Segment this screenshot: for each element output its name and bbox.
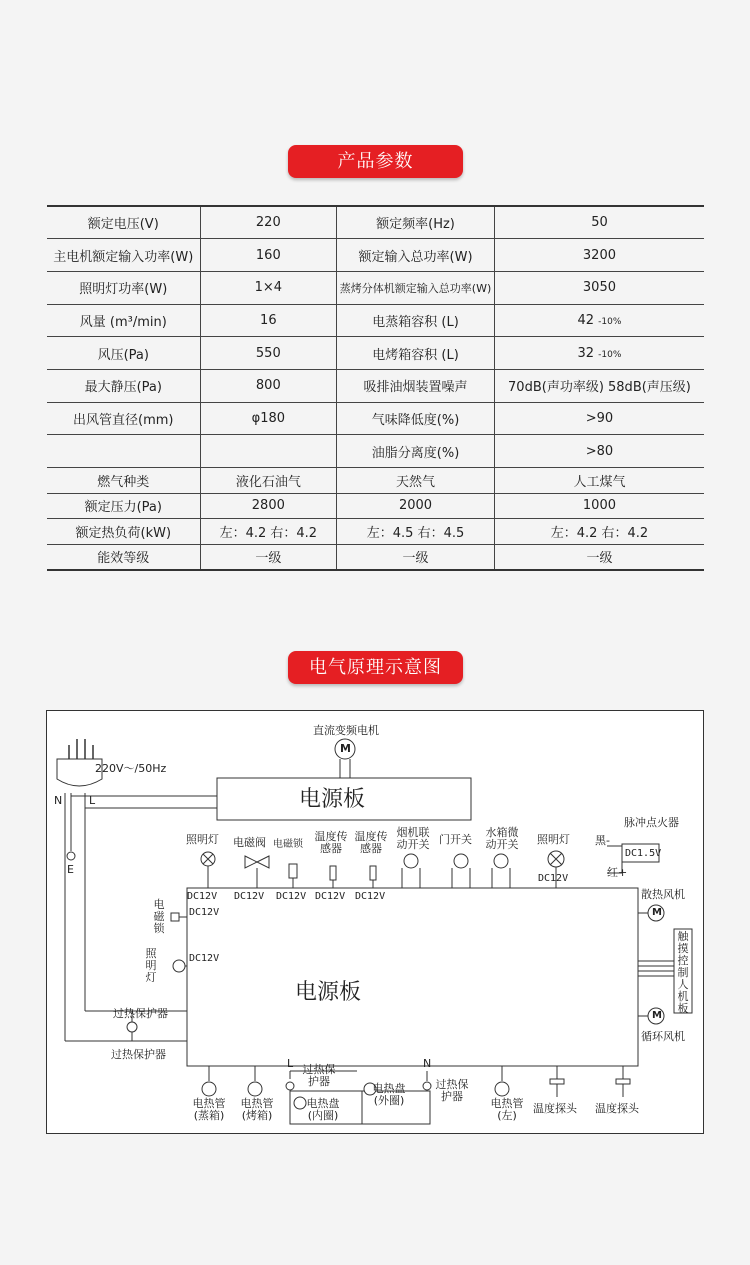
table-row — [47, 544, 704, 570]
wire-black-label: 黑- — [595, 834, 610, 847]
table-row — [47, 402, 704, 435]
param-label: 风压(Pa) — [47, 337, 200, 370]
plug-l-label: L — [89, 794, 96, 807]
electrical-diagram — [46, 710, 704, 1134]
param-value: >90 — [494, 402, 704, 435]
param-value: 3050 — [494, 271, 704, 304]
touch-panel-label: 触摸控制人机板 — [677, 930, 689, 1015]
table-row — [47, 435, 704, 468]
bottom-protector-2-label: 过热保护器 — [435, 1078, 469, 1103]
table-row — [47, 206, 704, 239]
param-value: 2800 — [200, 493, 337, 519]
table-row — [47, 271, 704, 304]
plug-n-label: N — [54, 794, 63, 807]
param-value: 220 — [200, 206, 337, 239]
power-board-top-title: 电源板 — [299, 787, 366, 812]
table-row — [47, 468, 704, 494]
left-heater-label: 电热管(左) — [490, 1097, 524, 1122]
param-label: 吸排油烟装置噪声 — [337, 369, 495, 402]
steam-heater-label: 电热管(蒸箱) — [192, 1097, 226, 1122]
wire-red-label: 红+ — [607, 866, 628, 879]
table-row — [47, 337, 704, 370]
param-label: 电烤箱容积 (L) — [337, 337, 495, 370]
param-label: 燃气种类 — [47, 468, 200, 494]
table-row — [47, 239, 704, 272]
param-value: 800 — [200, 369, 337, 402]
plug-voltage: 220V～/50Hz — [95, 762, 167, 775]
oven-heater-label: 电热管(烤箱) — [240, 1097, 274, 1122]
motor-m-icon: M — [340, 742, 351, 755]
motor-label: 直流变频电机 — [313, 724, 379, 737]
param-value: >80 — [494, 435, 704, 468]
param-label: 额定热负荷(kW) — [47, 519, 200, 545]
top-valve-label: 电磁阀 — [233, 836, 266, 849]
table-row — [47, 304, 704, 337]
param-label: 电蒸箱容积 (L) — [337, 304, 495, 337]
diagram-section-title: 电气原理示意图 — [288, 651, 463, 684]
dc12v-2: DC12V — [234, 891, 265, 902]
temp-sensor-2-label: 温度传感器 — [354, 830, 388, 855]
param-label: 额定压力(Pa) — [47, 493, 200, 519]
fan2-m-icon: M — [652, 1010, 662, 1021]
param-value: 液化石油气 — [200, 468, 337, 494]
param-value: 天然气 — [337, 468, 495, 494]
dc12v-6: DC12V — [538, 873, 569, 884]
param-value: 70dB(声功率级) 58dB(声压级) — [494, 369, 704, 402]
temp-probe-2-label: 温度探头 — [595, 1102, 639, 1115]
temp-probe-1-label: 温度探头 — [533, 1102, 577, 1115]
volume-value: 32 — [577, 345, 595, 361]
param-value: 160 — [200, 239, 337, 272]
dc15v-label: DC1.5V — [625, 848, 662, 859]
protector-1-label: 过热保护器 — [113, 1007, 168, 1020]
bottom-n-label: N — [423, 1057, 432, 1070]
param-value: 2000 — [337, 493, 495, 519]
dc12v-left-1: DC12V — [189, 907, 220, 918]
igniter-label: 脉冲点火器 — [624, 816, 679, 829]
table-row — [47, 493, 704, 519]
param-value: 左：4.5 右：4.5 — [337, 519, 495, 545]
param-label: 额定输入总功率(W) — [337, 239, 495, 272]
dc12v-1: DC12V — [187, 891, 218, 902]
dc12v-3: DC12V — [276, 891, 307, 902]
fan1-m-icon: M — [652, 907, 662, 918]
param-value: 3200 — [494, 239, 704, 272]
param-label: 蒸烤分体机额定输入总功率(W) — [337, 271, 495, 304]
param-label: 油脂分离度(%) — [337, 435, 495, 468]
protector-2-label: 过热保护器 — [111, 1048, 166, 1061]
param-value: 16 — [200, 304, 337, 337]
params-section-title: 产品参数 — [288, 145, 463, 178]
power-board-main-title: 电源板 — [295, 980, 362, 1005]
param-value — [494, 304, 704, 337]
outer-plate-label: 电热盘(外圈) — [372, 1082, 406, 1107]
param-value: 一级 — [494, 544, 704, 570]
dc12v-4: DC12V — [315, 891, 346, 902]
bottom-protector-1-label: 过热保护器 — [302, 1063, 336, 1088]
param-value: 一级 — [337, 544, 495, 570]
dc12v-left-2: DC12V — [189, 953, 220, 964]
param-label: 额定频率(Hz) — [337, 206, 495, 239]
param-value: 1×4 — [200, 271, 337, 304]
param-value: 左：4.2 右：4.2 — [200, 519, 337, 545]
param-label: 气味降低度(%) — [337, 402, 495, 435]
param-value: 一级 — [200, 544, 337, 570]
circulation-fan-label: 循环风机 — [641, 1030, 685, 1043]
param-value: 550 — [200, 337, 337, 370]
param-label: 出风管直径(mm) — [47, 402, 200, 435]
param-label: 风量 (m³/min) — [47, 304, 200, 337]
param-label: 照明灯功率(W) — [47, 271, 200, 304]
product-params-table — [47, 205, 704, 571]
dc12v-5: DC12V — [355, 891, 386, 902]
left-light-label: 照明灯 — [145, 947, 157, 984]
param-value: 左：4.2 右：4.2 — [494, 519, 704, 545]
table-row — [47, 519, 704, 545]
cooling-fan-label: 散热风机 — [641, 888, 685, 901]
power-board-main-box — [187, 888, 638, 1066]
top-light-2-label: 照明灯 — [537, 833, 570, 846]
bottom-l-label: L — [287, 1057, 294, 1070]
door-switch-label: 门开关 — [439, 833, 472, 846]
param-value: 人工煤气 — [494, 468, 704, 494]
param-value — [200, 435, 337, 468]
param-label: 主电机额定输入功率(W) — [47, 239, 200, 272]
top-lock-label: 电磁锁 — [273, 839, 303, 850]
left-lock-label: 电磁锁 — [153, 898, 165, 935]
top-light-label: 照明灯 — [186, 833, 219, 846]
param-label — [47, 435, 200, 468]
temp-sensor-1-label: 温度传感器 — [314, 830, 348, 855]
tolerance: -10% — [598, 316, 622, 327]
hood-switch-label: 烟机联动开关 — [396, 826, 430, 851]
water-switch-label: 水箱微动开关 — [485, 826, 519, 851]
param-value: φ180 — [200, 402, 337, 435]
param-value: 50 — [494, 206, 704, 239]
param-label: 最大静压(Pa) — [47, 369, 200, 402]
volume-value: 42 — [577, 312, 595, 328]
tolerance: -10% — [598, 349, 622, 360]
ground-e-label: E — [67, 863, 74, 876]
param-value: 1000 — [494, 493, 704, 519]
table-row — [47, 369, 704, 402]
param-label: 额定电压(V) — [47, 206, 200, 239]
param-value — [494, 337, 704, 370]
param-label: 能效等级 — [47, 544, 200, 570]
inner-plate-label: 电热盘(内圈) — [306, 1097, 340, 1122]
